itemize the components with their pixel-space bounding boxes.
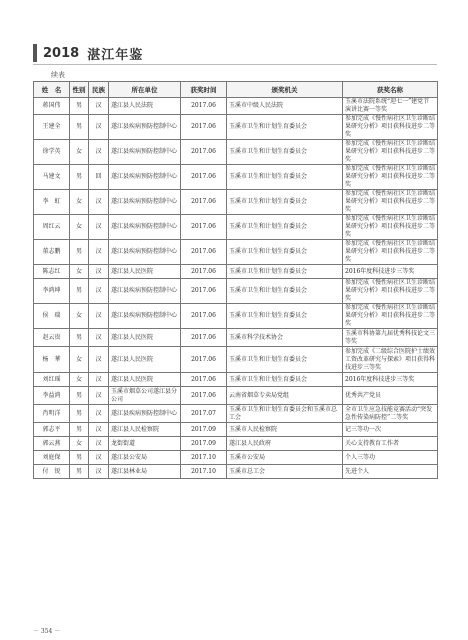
cell-issuer: 玉溪市卫生和计划生育委员会 [227, 190, 343, 215]
cell-ethnicity: 汉 [89, 190, 109, 215]
cell-unit: 遂江县疾病预防控制中心 [109, 279, 181, 304]
cell-ethnicity: 汉 [89, 304, 109, 329]
cell-unit: 遂江县人民医院 [109, 265, 181, 279]
cell-unit: 遂江县人民法院 [109, 98, 181, 115]
table-row [34, 240, 438, 265]
cell-issuer: 玉溪市卫生和计划生育委员会 [227, 347, 343, 373]
cell-ethnicity: 汉 [89, 387, 109, 405]
cell-unit: 遂江县林业局 [109, 465, 181, 479]
cell-unit: 遂江县人民医院 [109, 347, 181, 373]
cell-issuer: 玉溪市卫生和计划生育委员会 [227, 279, 343, 304]
cell-ethnicity: 汉 [89, 451, 109, 465]
table-row [34, 347, 438, 373]
cell-ethnicity: 汉 [89, 373, 109, 387]
cell-issuer: 玉溪市卫生和计划生育委员会 [227, 240, 343, 265]
table-row [34, 279, 438, 304]
cell-name: 刘庭保 [34, 451, 70, 465]
cell-date: 2017.09 [181, 437, 227, 451]
yearbook-year: 2018 [43, 45, 80, 61]
cell-date: 2017.06 [181, 215, 227, 240]
header-accent-bar [33, 44, 37, 62]
cell-name: 李益鸿 [34, 387, 70, 405]
cell-award: 玉溪市法院系统“迎七一”建党节演讲比赛一等奖 [343, 98, 438, 115]
table-row [34, 304, 438, 329]
cell-date: 2017.06 [181, 373, 227, 387]
cell-award: 参加完成《慢性病社区卫生诊断结果研究分析》项目获科技进步二等奖 [343, 279, 438, 304]
cell-issuer: 玉溪市卫生和计划生育委员会 [227, 215, 343, 240]
page-number: － 354 － [33, 628, 61, 635]
table-row [34, 265, 438, 279]
cell-gender: 男 [70, 465, 89, 479]
cell-ethnicity: 回 [89, 165, 109, 190]
cell-award: 参加完成《慢性病社区卫生诊断结果研究分析》项目获科技进步二等奖 [343, 115, 438, 140]
cell-ethnicity: 汉 [89, 423, 109, 437]
col-header-issuer: 颁奖机关 [227, 82, 343, 98]
cell-award: 参加完成《慢性病社区卫生诊断结果研究分析》项目获科技进步二等奖 [343, 240, 438, 265]
cell-ethnicity: 汉 [89, 215, 109, 240]
cell-unit: 遂江县疾病预防控制中心 [109, 165, 181, 190]
cell-issuer: 玉溪市卫生和计划生育委员会 [227, 165, 343, 190]
cell-unit: 龙街街道 [109, 437, 181, 451]
cell-date: 2017.09 [181, 423, 227, 437]
table-row [34, 465, 438, 479]
cell-gender: 男 [70, 240, 89, 265]
table-row [34, 190, 438, 215]
cell-award: 关心支持教育工作者 [343, 437, 438, 451]
cell-gender: 男 [70, 329, 89, 347]
cell-unit: 遂江县人民检察院 [109, 423, 181, 437]
cell-gender: 男 [70, 165, 89, 190]
cell-date: 2017.06 [181, 304, 227, 329]
cell-award: 先进个人 [343, 465, 438, 479]
cell-gender: 男 [70, 405, 89, 423]
table-header-row [34, 82, 438, 98]
cell-date: 2017.10 [181, 465, 227, 479]
col-header-unit: 所在单位 [109, 82, 181, 98]
cell-date: 2017.07 [181, 405, 227, 423]
cell-award: 全市卫生应急技能竞赛活动“突发急性传染病防控”二等奖 [343, 405, 438, 423]
cell-name: 蒋国伟 [34, 98, 70, 115]
cell-unit: 遂江县疾病预防控制中心 [109, 140, 181, 165]
cell-issuer: 玉溪市总工会 [227, 465, 343, 479]
cell-gender: 女 [70, 373, 89, 387]
cell-unit: 遂江县疾病预防控制中心 [109, 215, 181, 240]
col-header-award: 获奖名称 [343, 82, 438, 98]
cell-ethnicity: 汉 [89, 465, 109, 479]
cell-name: 王建全 [34, 115, 70, 140]
continued-label: 续表 [51, 71, 65, 79]
cell-unit: 遂江县疾病预防控制中心 [109, 240, 181, 265]
cell-name: 肖明洋 [34, 405, 70, 423]
cell-issuer: 玉溪市科学技术协会 [227, 329, 343, 347]
table-row [34, 405, 438, 423]
cell-date: 2017.10 [181, 451, 227, 465]
table-row [34, 98, 438, 115]
cell-issuer: 玉溪市卫生和计划生育委员会 [227, 140, 343, 165]
cell-ethnicity: 汉 [89, 279, 109, 304]
cell-gender: 女 [70, 215, 89, 240]
cell-ethnicity: 汉 [89, 329, 109, 347]
cell-issuer: 玉溪市卫生和计划生育委员会 [227, 265, 343, 279]
cell-ethnicity: 汉 [89, 240, 109, 265]
cell-unit: 遂江县疾病预防控制中心 [109, 115, 181, 140]
cell-unit: 遂江县疾病预防控制中心 [109, 304, 181, 329]
award-table [33, 81, 438, 479]
cell-award: 2016年度科技进步三等奖 [343, 265, 438, 279]
cell-issuer: 玉溪市卫生和计划生育委员会 [227, 373, 343, 387]
table-row [34, 423, 438, 437]
cell-ethnicity: 汉 [89, 347, 109, 373]
cell-gender: 男 [70, 98, 89, 115]
cell-name: 陈志红 [34, 265, 70, 279]
table-row [34, 140, 438, 165]
cell-ethnicity: 汉 [89, 405, 109, 423]
cell-award: 参加完成《慢性病社区卫生诊断结果研究分析》项目获科技进步二等奖 [343, 190, 438, 215]
cell-date: 2017.06 [181, 387, 227, 405]
cell-unit: 遂江县疾病预防控制中心 [109, 405, 181, 423]
cell-award: 参加完成《二级综合医院护士绩效工资改革研究与探索》项目获得科技进步三等奖 [343, 347, 438, 373]
table-row [34, 387, 438, 405]
col-header-date: 获奖时间 [181, 82, 227, 98]
cell-unit: 遂江县公安局 [109, 451, 181, 465]
cell-ethnicity: 汉 [89, 98, 109, 115]
cell-issuer: 玉溪市公安局 [227, 451, 343, 465]
cell-name: 杨 華 [34, 347, 70, 373]
cell-date: 2017.06 [181, 347, 227, 373]
cell-gender: 女 [70, 437, 89, 451]
cell-date: 2017.06 [181, 265, 227, 279]
cell-gender: 男 [70, 387, 89, 405]
table-row [34, 165, 438, 190]
cell-issuer: 玉溪市卫生和计划生育委员会 [227, 304, 343, 329]
cell-date: 2017.06 [181, 329, 227, 347]
cell-gender: 女 [70, 347, 89, 373]
cell-name: 董志鹏 [34, 240, 70, 265]
cell-award: 参加完成《慢性病社区卫生诊断结果研究分析》项目获科技进步二等奖 [343, 215, 438, 240]
col-header-name: 姓 名 [34, 82, 70, 98]
cell-issuer: 玉溪市人民检察院 [227, 423, 343, 437]
cell-name: 周红云 [34, 215, 70, 240]
cell-gender: 男 [70, 451, 89, 465]
cell-issuer: 玉溪市卫生和计划生育委员会 [227, 115, 343, 140]
cell-issuer: 玉溪市中级人民法院 [227, 98, 343, 115]
cell-name: 郭志平 [34, 423, 70, 437]
cell-name: 侯 瑞 [34, 304, 70, 329]
cell-gender: 女 [70, 304, 89, 329]
table-row [34, 215, 438, 240]
cell-gender: 男 [70, 423, 89, 437]
cell-name: 李 虹 [34, 190, 70, 215]
cell-date: 2017.06 [181, 190, 227, 215]
cell-award: 参加完成《慢性病社区卫生诊断结果研究分析》项目获科技进步二等奖 [343, 304, 438, 329]
cell-award: 记三等功一次 [343, 423, 438, 437]
cell-date: 2017.06 [181, 165, 227, 190]
yearbook-title: 湛江年鉴 [87, 47, 144, 63]
col-header-ethnicity: 民族 [89, 82, 109, 98]
cell-date: 2017.06 [181, 279, 227, 304]
cell-date: 2017.06 [181, 240, 227, 265]
cell-unit: 遂江县疾病预防控制中心 [109, 190, 181, 215]
cell-award: 优秀共产党员 [343, 387, 438, 405]
cell-award: 2016年度科技进步三等奖 [343, 373, 438, 387]
cell-name: 马建文 [34, 165, 70, 190]
header-divider [33, 64, 437, 65]
cell-name: 李鸿坤 [34, 279, 70, 304]
table-row [34, 451, 438, 465]
cell-issuer: 云南省烟草专卖局党组 [227, 387, 343, 405]
cell-award: 参加完成《慢性病社区卫生诊断结果研究分析》项目获科技进步二等奖 [343, 140, 438, 165]
cell-issuer: 遂江县人民政府 [227, 437, 343, 451]
cell-ethnicity: 汉 [89, 265, 109, 279]
cell-award: 参加完成《慢性病社区卫生诊断结果研究分析》项目获科技进步二等奖 [343, 165, 438, 190]
cell-date: 2017.06 [181, 115, 227, 140]
cell-ethnicity: 汉 [89, 115, 109, 140]
table-row [34, 115, 438, 140]
cell-name: 徐学英 [34, 140, 70, 165]
cell-unit: 玉溪市烟草公司遂江县分公司 [109, 387, 181, 405]
cell-gender: 女 [70, 140, 89, 165]
cell-gender: 女 [70, 265, 89, 279]
table-row [34, 329, 438, 347]
cell-ethnicity: 汉 [89, 437, 109, 451]
cell-name: 付 锐 [34, 465, 70, 479]
cell-date: 2017.06 [181, 140, 227, 165]
cell-gender: 女 [70, 190, 89, 215]
cell-date: 2017.06 [181, 98, 227, 115]
cell-name: 赵云贵 [34, 329, 70, 347]
page-header [33, 43, 143, 63]
cell-gender: 男 [70, 279, 89, 304]
cell-award: 玉溪市科协第九届优秀科技论文三等奖 [343, 329, 438, 347]
cell-ethnicity: 汉 [89, 140, 109, 165]
col-header-gender: 性别 [70, 82, 89, 98]
cell-unit: 遂江县人民医院 [109, 373, 181, 387]
cell-unit: 遂江县人民医院 [109, 329, 181, 347]
cell-award: 个人三等功 [343, 451, 438, 465]
cell-issuer: 玉溪市卫生和计划生育委员会和玉溪市总工会 [227, 405, 343, 423]
cell-gender: 男 [70, 115, 89, 140]
cell-name: 郭云燕 [34, 437, 70, 451]
table-row [34, 437, 438, 451]
table-row [34, 373, 438, 387]
cell-name: 刘红瑶 [34, 373, 70, 387]
table-body [34, 98, 438, 479]
